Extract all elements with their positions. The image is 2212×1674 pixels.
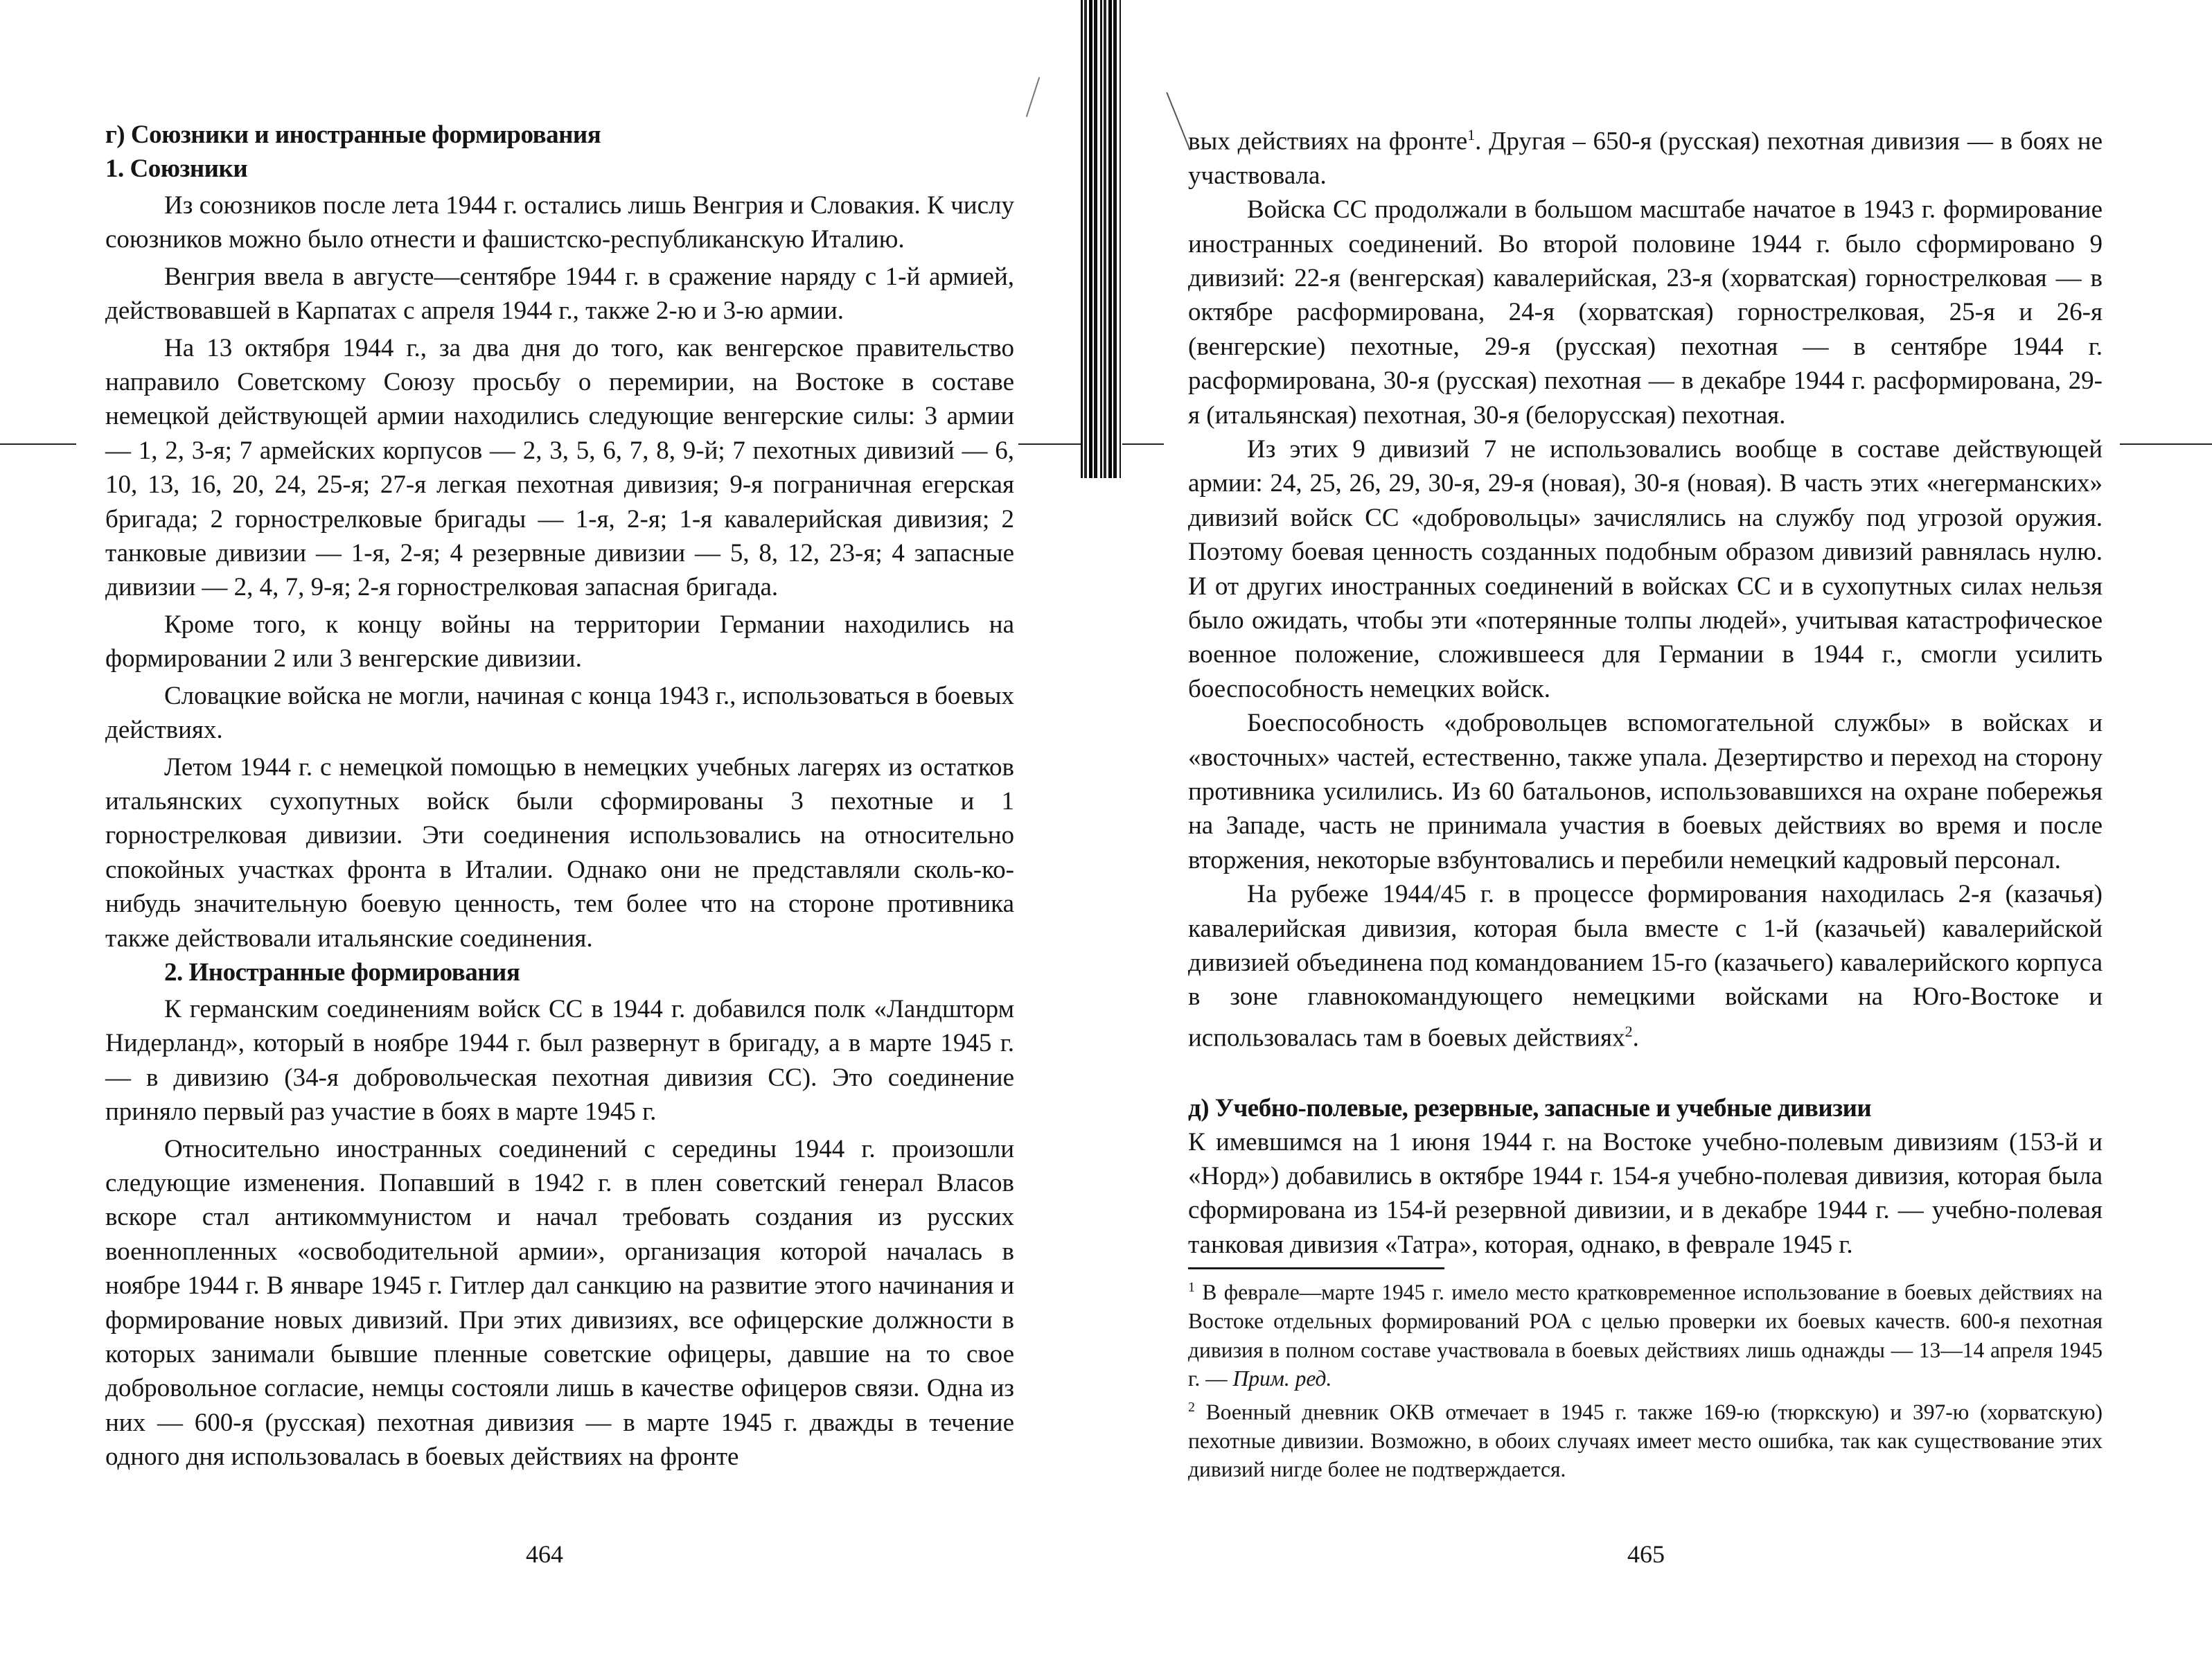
paragraph-text: На рубеже 1944/45 г. в процессе формирования находилась 2-я (казачья) кавалерийская дивизия, которая была вместе с 1-й (казачьей) кавалерийской дивизией объединена под командованием 15-го (казачьего) кавалерийского корпуса в зоне главнокомандующего немецкими войсками на Юго-Востоке и использовалась там в боевых действиях: [1188, 880, 2103, 1052]
paragraph: Летом 1944 г. с немецкой помощью в немецких учебных лагерях из остатков итальянских сухопутных войск были сформированы 3 пехотные и 1 горнострелковая дивизии. Эти соединения использовались на относительно спокойных участках фронта в Италии. Однако они не представляли сколь-ко-нибудь значительную боевую ценность, тем более что на стороне противника также действовали итальянские соединения.: [105, 752, 1014, 953]
pencil-mark: [1166, 92, 1191, 150]
footnote-rule: [1188, 1267, 1444, 1269]
footnote-editor-note: Прим. ред.: [1232, 1366, 1332, 1391]
paragraph-text: вых действиях на фронте: [1188, 127, 1468, 156]
margin-line-left: [0, 443, 76, 445]
footnote-mark: 1: [1188, 1280, 1195, 1296]
pencil-mark-2: [1026, 77, 1040, 117]
paragraph: На 13 октября 1944 г., за два дня до того, как венгерское правительство направило Советскому Союзу просьбу о перемирии, на Востоке в составе немецкой действующей армии находились следующие венгерские силы: 3 армии — 1, 2, 3-я; 7 армейских корпусов — 2, 3, 5, 6, 7, 8, 9-й; 7 пехотных дивизий — 6, 10, 13, 16, 20, 24, 25-я; 27-я легкая пехотная дивизия; 9-я пограничная егерская бригада; 2 горнострелковые бригады — 1-я, 2-я; 1-я кавалерийская дивизия; 2 танковые дивизии — 1-я, 2-я; 4 резервные дивизии — 5, 8, 12, 23-я; 4 запасные дивизии — 2, 4, 7, 9-я; 2-я горнострелковая запасная бригада.: [105, 333, 1014, 602]
paragraph: Кроме того, к концу войны на территории Германии находились на формировании 2 или 3 венгерские дивизии.: [105, 610, 1014, 673]
footnote-text: Военный дневник ОКВ отмечает в 1945 г. также 169-ю (тюркскую) и 397-ю (хорватскую) пехотные дивизии. Возможно, в обоих случаях имеет место ошибка, так как существование этих дивизий нигде более не подтверждается.: [1188, 1400, 2103, 1482]
paragraph: К имевшимся на 1 июня 1944 г. на Востоке учебно-полевым дивизиям (153-й и «Норд») добавились в октябре 1944 г. 154-я учебно-полевая дивизия, которая была сформирована из 154-й резервной дивизии, и в декабре 1944 г. — учебно-полевая танковая дивизия «Татра», которая, однако, в феврале 1945 г.: [1188, 1127, 2103, 1259]
left-page-text: [105, 118, 1014, 1474]
footnote-ref: 1: [1467, 126, 1476, 143]
page-number: 464: [526, 1540, 563, 1568]
footnote-text: В феврале—марте 1945 г. имело место кратковременное использование в боевых действиях на Востоке отдельных формирований РОА с целью проверки их боевых качеств. 600-я пехотная дивизия в полном составе участвовала в боевых действиях лишь однажды — 13—14 апреля 1945 г. —: [1188, 1280, 2103, 1391]
margin-line-center-right: [1122, 443, 1164, 445]
page-number: 465: [1627, 1540, 1665, 1568]
paragraph: Боеспособность «добровольцев вспомогательной службы» в войсках и «восточных» частей, естественно, также упала. Дезертирство и переход на сторону противника усилились. Из 60 батальонов, использовавшихся на охране побережья на Западе, часть не принимала участия в боевых действиях во время и после вторжения, некоторые взбунтовались и перебили немецкий кадровый персонал.: [1188, 709, 2103, 874]
paragraph: Относительно иностранных соединений с середины 1944 г. произошли следующие изменения. Попавший в 1942 г. в плен советский генерал Власов вскоре стал антикоммунистом и начал требовать создания из русских военнопленных «освободительной армии», организация которой началась в ноябре 1944 г. В январе 1945 г. Гитлер дал санкцию на развитие этого начинания и формирование новых дивизий. При этих дивизиях, все офицерские должности в которых занимали бывшие пленные советские офицеры, давшие на то свое добровольное согласие, немцы состояли лишь в качестве офицеров связи. Одна из них — 600-я (русская) пехотная дивизия — в марте 1945 г. дважды в течение одного дня использовалась в боевых действиях на фронте: [105, 1134, 1014, 1472]
paragraph-text: . Другая – 650-я (русская) пехотная дивизия — в боях не участвовала.: [1188, 127, 2103, 190]
paragraph: Из этих 9 дивизий 7 не использовались вообще в составе действующей армии: 24, 25, 26, 29, 30-я, 29-я (новая), 30-я (новая). В часть этих «негерманских» дивизий войск СС «добровольцы» зачислялись на службу под угрозой оружия. Поэтому боевая ценность созданных подобным образом дивизий равнялась нулю. И от других иностранных соединений в войсках СС и в сухопутных силах нельзя было ожидать, чтобы эти «потерянные толпы людей», учитывая катастрофическое военное положение, сложившееся для Германии в 1944 г., смогли усилить боеспособность немецких войск.: [1188, 434, 2103, 703]
right-page-text: [1188, 118, 2103, 1484]
margin-line-right: [2120, 443, 2212, 445]
margin-line-center: [1018, 443, 1081, 445]
paragraph: Войска СС продолжали в большом масштабе начатое в 1943 г. формирование иностранных соединений. Во второй половине 1944 г. было сформировано 9 дивизий: 22-я (венгерская) кавалерийская, 23-я (хорватская) горнострелковая — в октябре расформирована, 24-я (хорватская) горнострелковая, 25-я и 26-я (венгерские) пехотные, 29-я (русская) пехотная — в сентябре 1944 г. расформирована, 30-я (русская) пехотная — в декабре 1944 г. расформирована, 29-я (итальянская) пехотная, 30-я (белорусская) пехотная.: [1188, 195, 2103, 430]
footnote-1: [1188, 1274, 2103, 1393]
paragraph: [1188, 877, 2103, 1055]
book-spine-shadow: [1081, 0, 1121, 478]
subsection-title-foreign: 2. Иностранные формирования: [164, 958, 520, 987]
paragraph-continued: [1188, 118, 2103, 193]
paragraph: Из союзников после лета 1944 г. остались лишь Венгрия и Словакия. К числу союзников можно было отнести и фашистско-республиканскую Италию.: [105, 191, 1014, 254]
section-title: г) Союзники и иностранные формирования: [105, 121, 601, 149]
footnotes: [1188, 1267, 2103, 1484]
section-title: д) Учебно-полевые, резервные, запасные и учебные дивизии: [1188, 1093, 1872, 1122]
paragraph: Словацкие войска не могли, начиная с конца 1943 г., использоваться в боевых действиях.: [105, 681, 1014, 745]
footnote-2: [1188, 1393, 2103, 1484]
paragraph: Венгрия ввела в августе—сентябре 1944 г. в сражение наряду с 1-й армией, действовавшей в Карпатах с апреля 1944 г., также 2-ю и 3-ю армии.: [105, 262, 1014, 326]
footnote-mark: 2: [1188, 1399, 1195, 1415]
paragraph-text: .: [1632, 1023, 1639, 1052]
paragraph: К германским соединениям войск СС в 1944 г. добавился полк «Ландшторм Нидерланд», который в ноябре 1944 г. был развернут в бригаду, а в марте 1945 г. — в дивизию (34-я добровольческая пехотная дивизия СС). Это соединение приняло первый раз участие в боях в марте 1945 г.: [105, 994, 1014, 1127]
footnote-ref: 2: [1625, 1022, 1633, 1040]
subsection-title-allies: 1. Союзники: [105, 155, 248, 183]
